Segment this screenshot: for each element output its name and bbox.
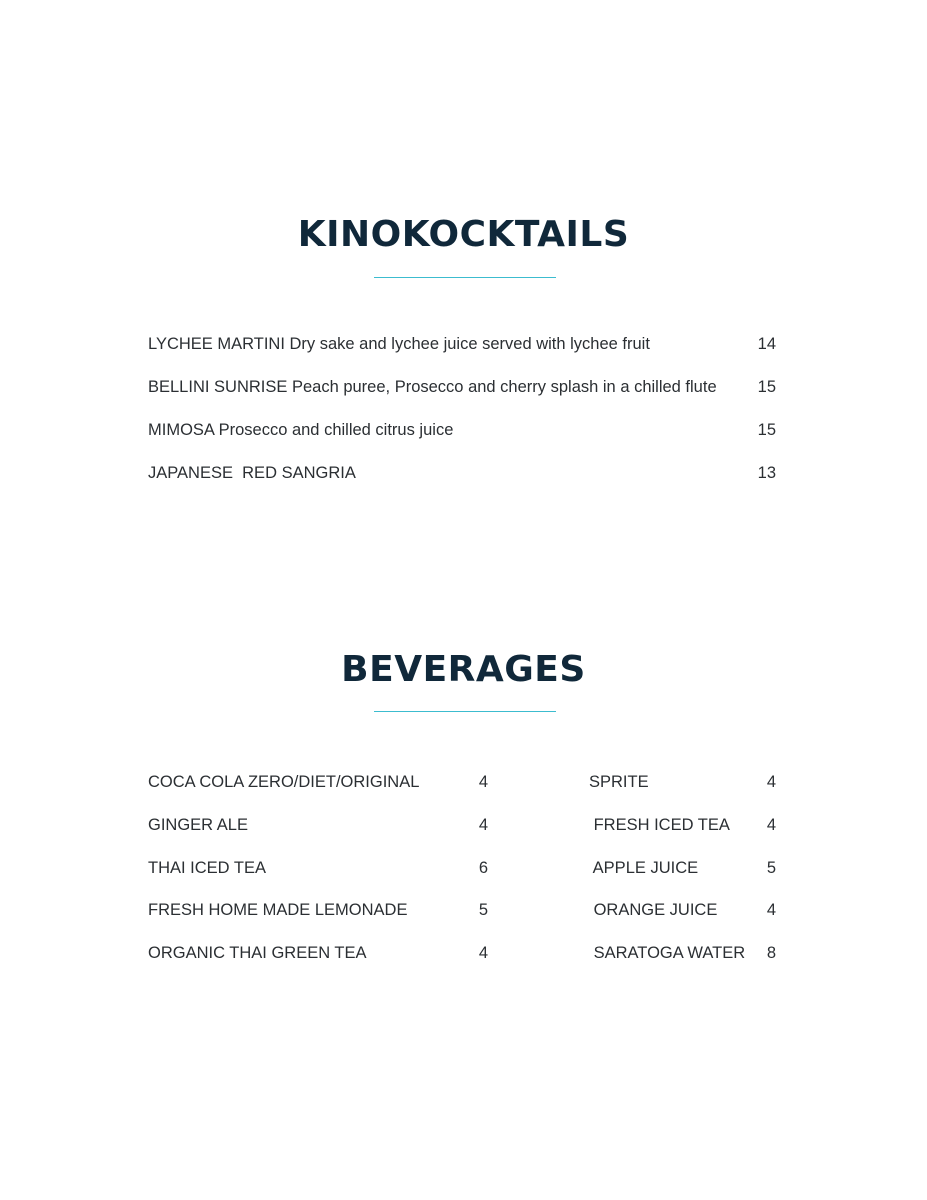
menu-item xyxy=(148,857,490,879)
beverages-heading: BEVERAGES xyxy=(341,649,586,690)
menu-item xyxy=(148,333,778,355)
menu-item-price: 4 xyxy=(478,944,488,962)
menu-item-name: LYCHEE MARTINI Dry sake and lychee juice served with lychee fruit xyxy=(148,335,650,353)
menu-item-price: 15 xyxy=(757,421,776,439)
menu-item-name: GINGER ALE xyxy=(148,816,248,834)
menu-item-price: 13 xyxy=(757,464,776,482)
cocktails-divider xyxy=(374,277,556,278)
menu-item xyxy=(148,814,490,836)
menu-item xyxy=(148,771,490,793)
menu-item xyxy=(589,857,778,879)
menu-item-price: 5 xyxy=(478,901,488,919)
menu-item-price: 4 xyxy=(478,773,488,791)
menu-item-price: 4 xyxy=(478,816,488,834)
menu-item-name: MIMOSA Prosecco and chilled citrus juice xyxy=(148,421,454,439)
menu-item xyxy=(148,419,778,441)
menu-item xyxy=(589,814,778,836)
menu-item-name: SARATOGA WATER xyxy=(589,944,746,962)
menu-item-name: THAI ICED TEA xyxy=(148,859,266,877)
menu-item-name: ORGANIC THAI GREEN TEA xyxy=(148,944,367,962)
menu-item xyxy=(148,376,778,398)
menu-item-name: JAPANESE RED SANGRIA xyxy=(148,464,356,482)
menu-item xyxy=(148,942,490,964)
menu-item xyxy=(589,771,778,793)
menu-item-name: BELLINI SUNRISE Peach puree, Prosecco and cherry splash in a chilled flute xyxy=(148,378,717,396)
menu-item-name: ORANGE JUICE xyxy=(589,901,718,919)
menu-item-price: 4 xyxy=(766,901,776,919)
menu-item xyxy=(589,942,778,964)
beverages-divider xyxy=(374,711,556,712)
menu-item-price: 4 xyxy=(766,773,776,791)
menu-item xyxy=(148,899,490,921)
menu-item-price: 6 xyxy=(478,859,488,877)
menu-item-price: 4 xyxy=(766,816,776,834)
menu-item-name: SPRITE xyxy=(589,773,649,791)
menu-item-name: FRESH HOME MADE LEMONADE xyxy=(148,901,408,919)
cocktails-heading: KINOKOCKTAILS xyxy=(297,214,630,255)
menu-item-name: FRESH ICED TEA xyxy=(589,816,730,834)
menu-item-price: 5 xyxy=(766,859,776,877)
menu-item xyxy=(589,899,778,921)
menu-item-name: COCA COLA ZERO/DIET/ORIGINAL xyxy=(148,773,420,791)
menu-item-price: 8 xyxy=(766,944,776,962)
menu-item xyxy=(148,462,778,484)
menu-item-price: 14 xyxy=(757,335,776,353)
menu-item-name: APPLE JUICE xyxy=(589,859,699,877)
menu-item-price: 15 xyxy=(757,378,776,396)
